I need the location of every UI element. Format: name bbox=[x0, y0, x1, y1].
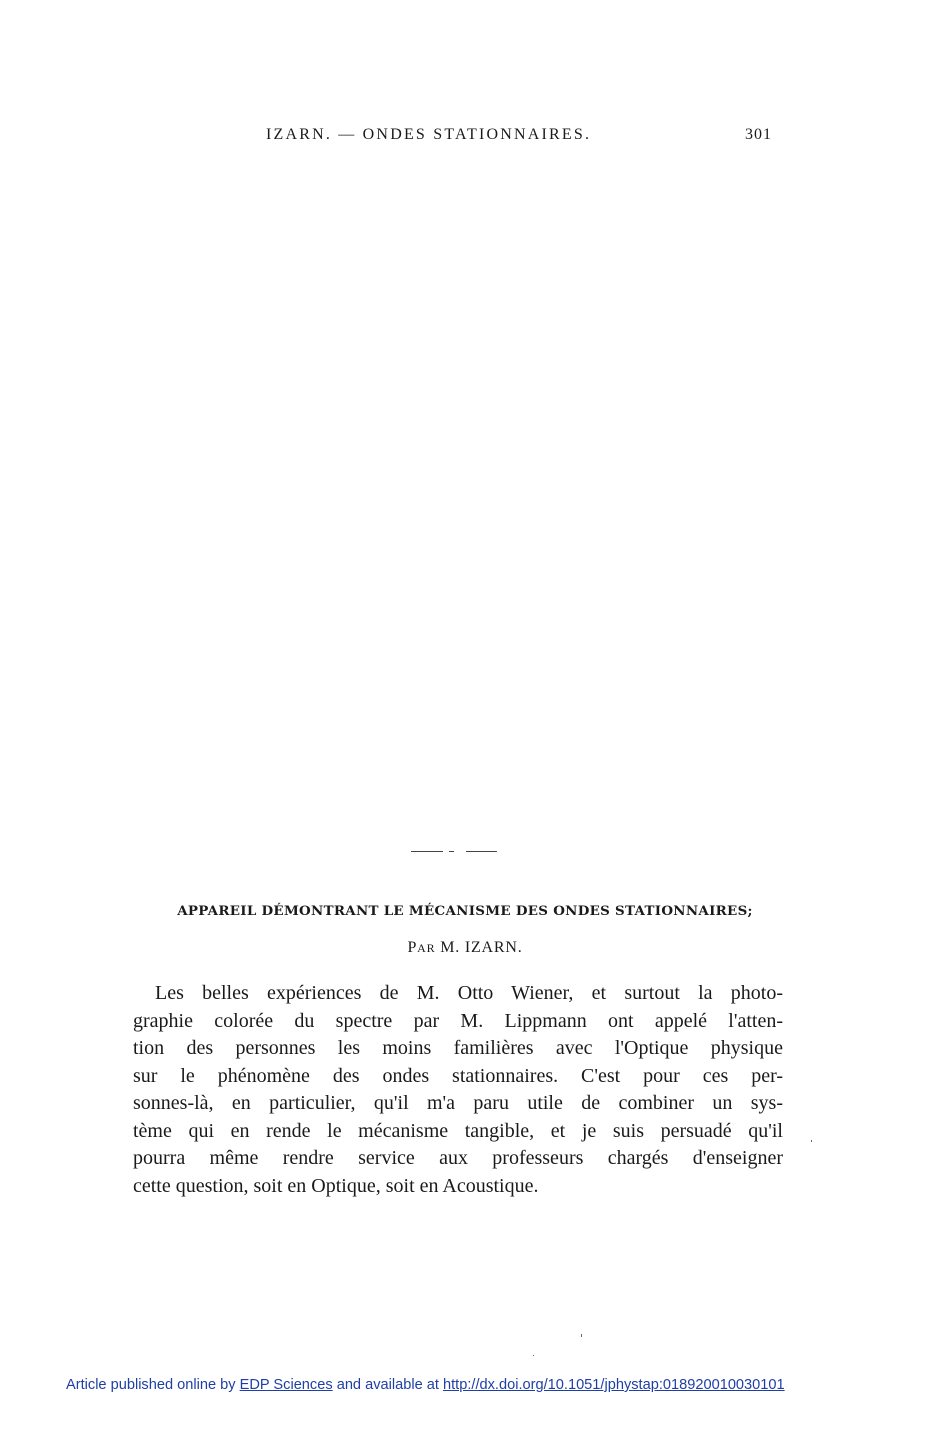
paragraph-line: tion des personnes les moins familières avec l'Optique physique bbox=[133, 1037, 783, 1059]
scan-speck bbox=[581, 1334, 582, 1337]
scan-speck bbox=[811, 1140, 812, 1142]
paragraph-line: graphie colorée du spectre par M. Lippmann ont appelé l'atten- bbox=[133, 1009, 783, 1032]
paragraph-line: sonnes-là, en particulier, qu'il m'a paru utile de combiner un sys- bbox=[133, 1092, 783, 1114]
paragraph-line: sur le phénomène des ondes stationnaires. C'est pour ces per- bbox=[133, 1064, 783, 1087]
paragraph-line: Les belles expériences de M. Otto Wiener, et surtout la photo- bbox=[155, 982, 783, 1004]
publication-footer bbox=[66, 1377, 785, 1393]
section-separator bbox=[411, 851, 497, 853]
running-head bbox=[0, 126, 930, 150]
paragraph-line: tème qui en rende le mécanisme tangible, et je suis persuadé qu'il bbox=[133, 1119, 783, 1142]
edp-sciences-link[interactable]: EDP Sciences bbox=[239, 1377, 333, 1393]
byline bbox=[0, 939, 930, 957]
footer-prefix: Article published online by bbox=[66, 1377, 236, 1393]
doi-link[interactable]: http://dx.doi.org/10.1051/jphystap:018920010030101 bbox=[443, 1377, 785, 1393]
scan-speck bbox=[533, 1355, 534, 1356]
byline-author: M. IZARN. bbox=[440, 939, 523, 956]
page-number: 301 bbox=[745, 126, 772, 143]
paragraph-line: cette question, soit en Optique, soit en Acoustique. bbox=[133, 1174, 539, 1197]
footer-middle: and available at bbox=[336, 1377, 439, 1393]
byline-prefix-initial: P bbox=[407, 939, 418, 956]
byline-prefix-rest: AR bbox=[417, 941, 436, 955]
article-title: APPAREIL DÉMONTRANT LE MÉCANISME DES ONDES STATIONNAIRES; bbox=[177, 903, 753, 919]
running-title: IZARN. — ONDES STATIONNAIRES. bbox=[266, 126, 592, 143]
body-paragraph bbox=[133, 980, 783, 1200]
paragraph-line: pourra même rendre service aux professeurs chargés d'enseigner bbox=[133, 1147, 783, 1169]
